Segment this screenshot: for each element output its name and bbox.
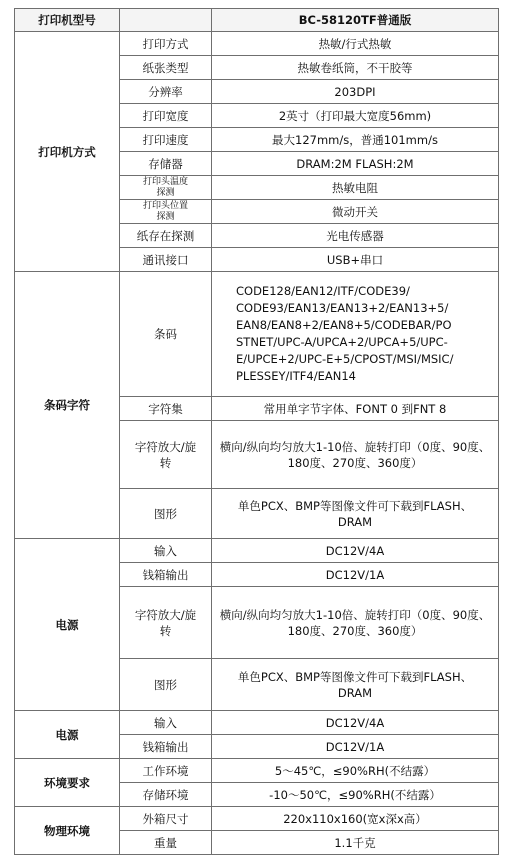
category-barcode: 条码字符 xyxy=(15,272,120,539)
spec-table xyxy=(14,8,499,855)
table-row xyxy=(15,272,499,397)
barcode-line: STNET/UPC-A/UPCA+2/UPCA+5/UPC- xyxy=(236,335,448,349)
spec-name: 外箱尺寸 xyxy=(120,807,212,831)
spec-value: DRAM:2M FLASH:2M xyxy=(212,152,499,176)
spec-value-line: 180度、270度、360度） xyxy=(287,623,423,638)
category-printer-mode: 打印机方式 xyxy=(15,32,120,272)
spec-name: 钱箱输出 xyxy=(120,563,212,587)
spec-name: 输入 xyxy=(120,539,212,563)
spec-name: 纸存在探测 xyxy=(120,224,212,248)
spec-name-line: 转 xyxy=(159,455,172,470)
spec-name: 分辨率 xyxy=(120,80,212,104)
spec-name-line: 字符放大/旋 xyxy=(134,439,197,454)
spec-value: USB+串口 xyxy=(212,248,499,272)
table-header-row xyxy=(15,9,499,32)
spec-name-line: 打印头位置 xyxy=(142,200,188,211)
spec-value-line: 单色PCX、BMP等图像文件可下载到FLASH、 xyxy=(237,669,473,684)
table-row xyxy=(15,711,499,735)
spec-name: 打印速度 xyxy=(120,128,212,152)
spec-value: 光电传感器 xyxy=(212,224,499,248)
spec-name: 输入 xyxy=(120,711,212,735)
spec-name: 存储器 xyxy=(120,152,212,176)
spec-name: 打印宽度 xyxy=(120,104,212,128)
spec-name: 存储环境 xyxy=(120,783,212,807)
spec-value: 微动开关 xyxy=(212,200,499,224)
table-row xyxy=(15,32,499,56)
spec-value-line: 单色PCX、BMP等图像文件可下载到FLASH、 xyxy=(237,498,473,513)
spec-name: 条码 xyxy=(120,272,212,397)
table-row xyxy=(15,539,499,563)
spec-name: 通讯接口 xyxy=(120,248,212,272)
spec-value: 5～45℃，≤90%RH(不结露） xyxy=(212,759,499,783)
spec-name: 图形 xyxy=(120,489,212,539)
category-power-2: 电源 xyxy=(15,711,120,759)
spec-name-head-temp xyxy=(120,176,212,200)
spec-value: DC12V/1A xyxy=(212,563,499,587)
table-row xyxy=(15,807,499,831)
spec-value-line: 180度、270度、360度） xyxy=(287,455,423,470)
spec-name-line: 探测 xyxy=(156,211,175,222)
header-blank xyxy=(120,9,212,32)
barcode-line: PLESSEY/ITF4/EAN14 xyxy=(236,369,356,383)
spec-value: DC12V/4A xyxy=(212,711,499,735)
spec-value-line: DRAM xyxy=(337,685,373,700)
spec-name-head-pos xyxy=(120,200,212,224)
spec-value: 热敏卷纸筒，不干胶等 xyxy=(212,56,499,80)
spec-value: DC12V/1A xyxy=(212,735,499,759)
spec-value: 最大127mm/s，普通101mm/s xyxy=(212,128,499,152)
header-label: 打印机型号 xyxy=(15,9,120,32)
header-model: BC-58120TF普通版 xyxy=(212,9,499,32)
table-row xyxy=(15,759,499,783)
barcode-line: CODE128/EAN12/ITF/CODE39/ xyxy=(236,284,410,298)
category-physical: 物理环境 xyxy=(15,807,120,855)
barcode-list xyxy=(212,272,499,397)
spec-name: 纸张类型 xyxy=(120,56,212,80)
spec-value-line: 横向/纵向均匀放大1-10倍、旋转打印（0度、90度、 xyxy=(219,439,491,454)
barcode-line: E/UPCE+2/UPC-E+5/CPOST/MSI/MSIC/ xyxy=(236,352,454,366)
spec-name: 打印方式 xyxy=(120,32,212,56)
barcode-line: EAN8/EAN8+2/EAN8+5/CODEBAR/PO xyxy=(236,318,452,332)
spec-name-line: 打印头温度 xyxy=(142,176,188,187)
spec-value: 1.1千克 xyxy=(212,831,499,855)
spec-value: 2英寸（打印最大宽度56mm) xyxy=(212,104,499,128)
spec-value-zoom xyxy=(212,587,499,659)
spec-name-line: 转 xyxy=(159,623,172,638)
spec-value: 220x110x160(宽x深x高） xyxy=(212,807,499,831)
spec-name: 字符集 xyxy=(120,397,212,421)
barcode-line: CODE93/EAN13/EAN13+2/EAN13+5/ xyxy=(236,301,449,315)
spec-name-zoom xyxy=(120,421,212,489)
spec-name-zoom xyxy=(120,587,212,659)
spec-value-graphic xyxy=(212,659,499,711)
spec-name: 钱箱输出 xyxy=(120,735,212,759)
spec-name-line: 字符放大/旋 xyxy=(134,607,197,622)
spec-value: -10～50℃，≤90%RH(不结露） xyxy=(212,783,499,807)
spec-name: 重量 xyxy=(120,831,212,855)
spec-value: 热敏电阻 xyxy=(212,176,499,200)
spec-value-zoom xyxy=(212,421,499,489)
spec-value-line: 横向/纵向均匀放大1-10倍、旋转打印（0度、90度、 xyxy=(219,607,491,622)
spec-value-line: DRAM xyxy=(337,514,373,529)
category-power: 电源 xyxy=(15,539,120,711)
category-environment: 环境要求 xyxy=(15,759,120,807)
spec-value-graphic xyxy=(212,489,499,539)
spec-value: 热敏/行式热敏 xyxy=(212,32,499,56)
spec-name: 工作环境 xyxy=(120,759,212,783)
spec-name: 图形 xyxy=(120,659,212,711)
spec-value: DC12V/4A xyxy=(212,539,499,563)
spec-value: 203DPI xyxy=(212,80,499,104)
spec-value: 常用单字节字体、FONT 0 到FNT 8 xyxy=(212,397,499,421)
spec-name-line: 探测 xyxy=(156,187,175,198)
